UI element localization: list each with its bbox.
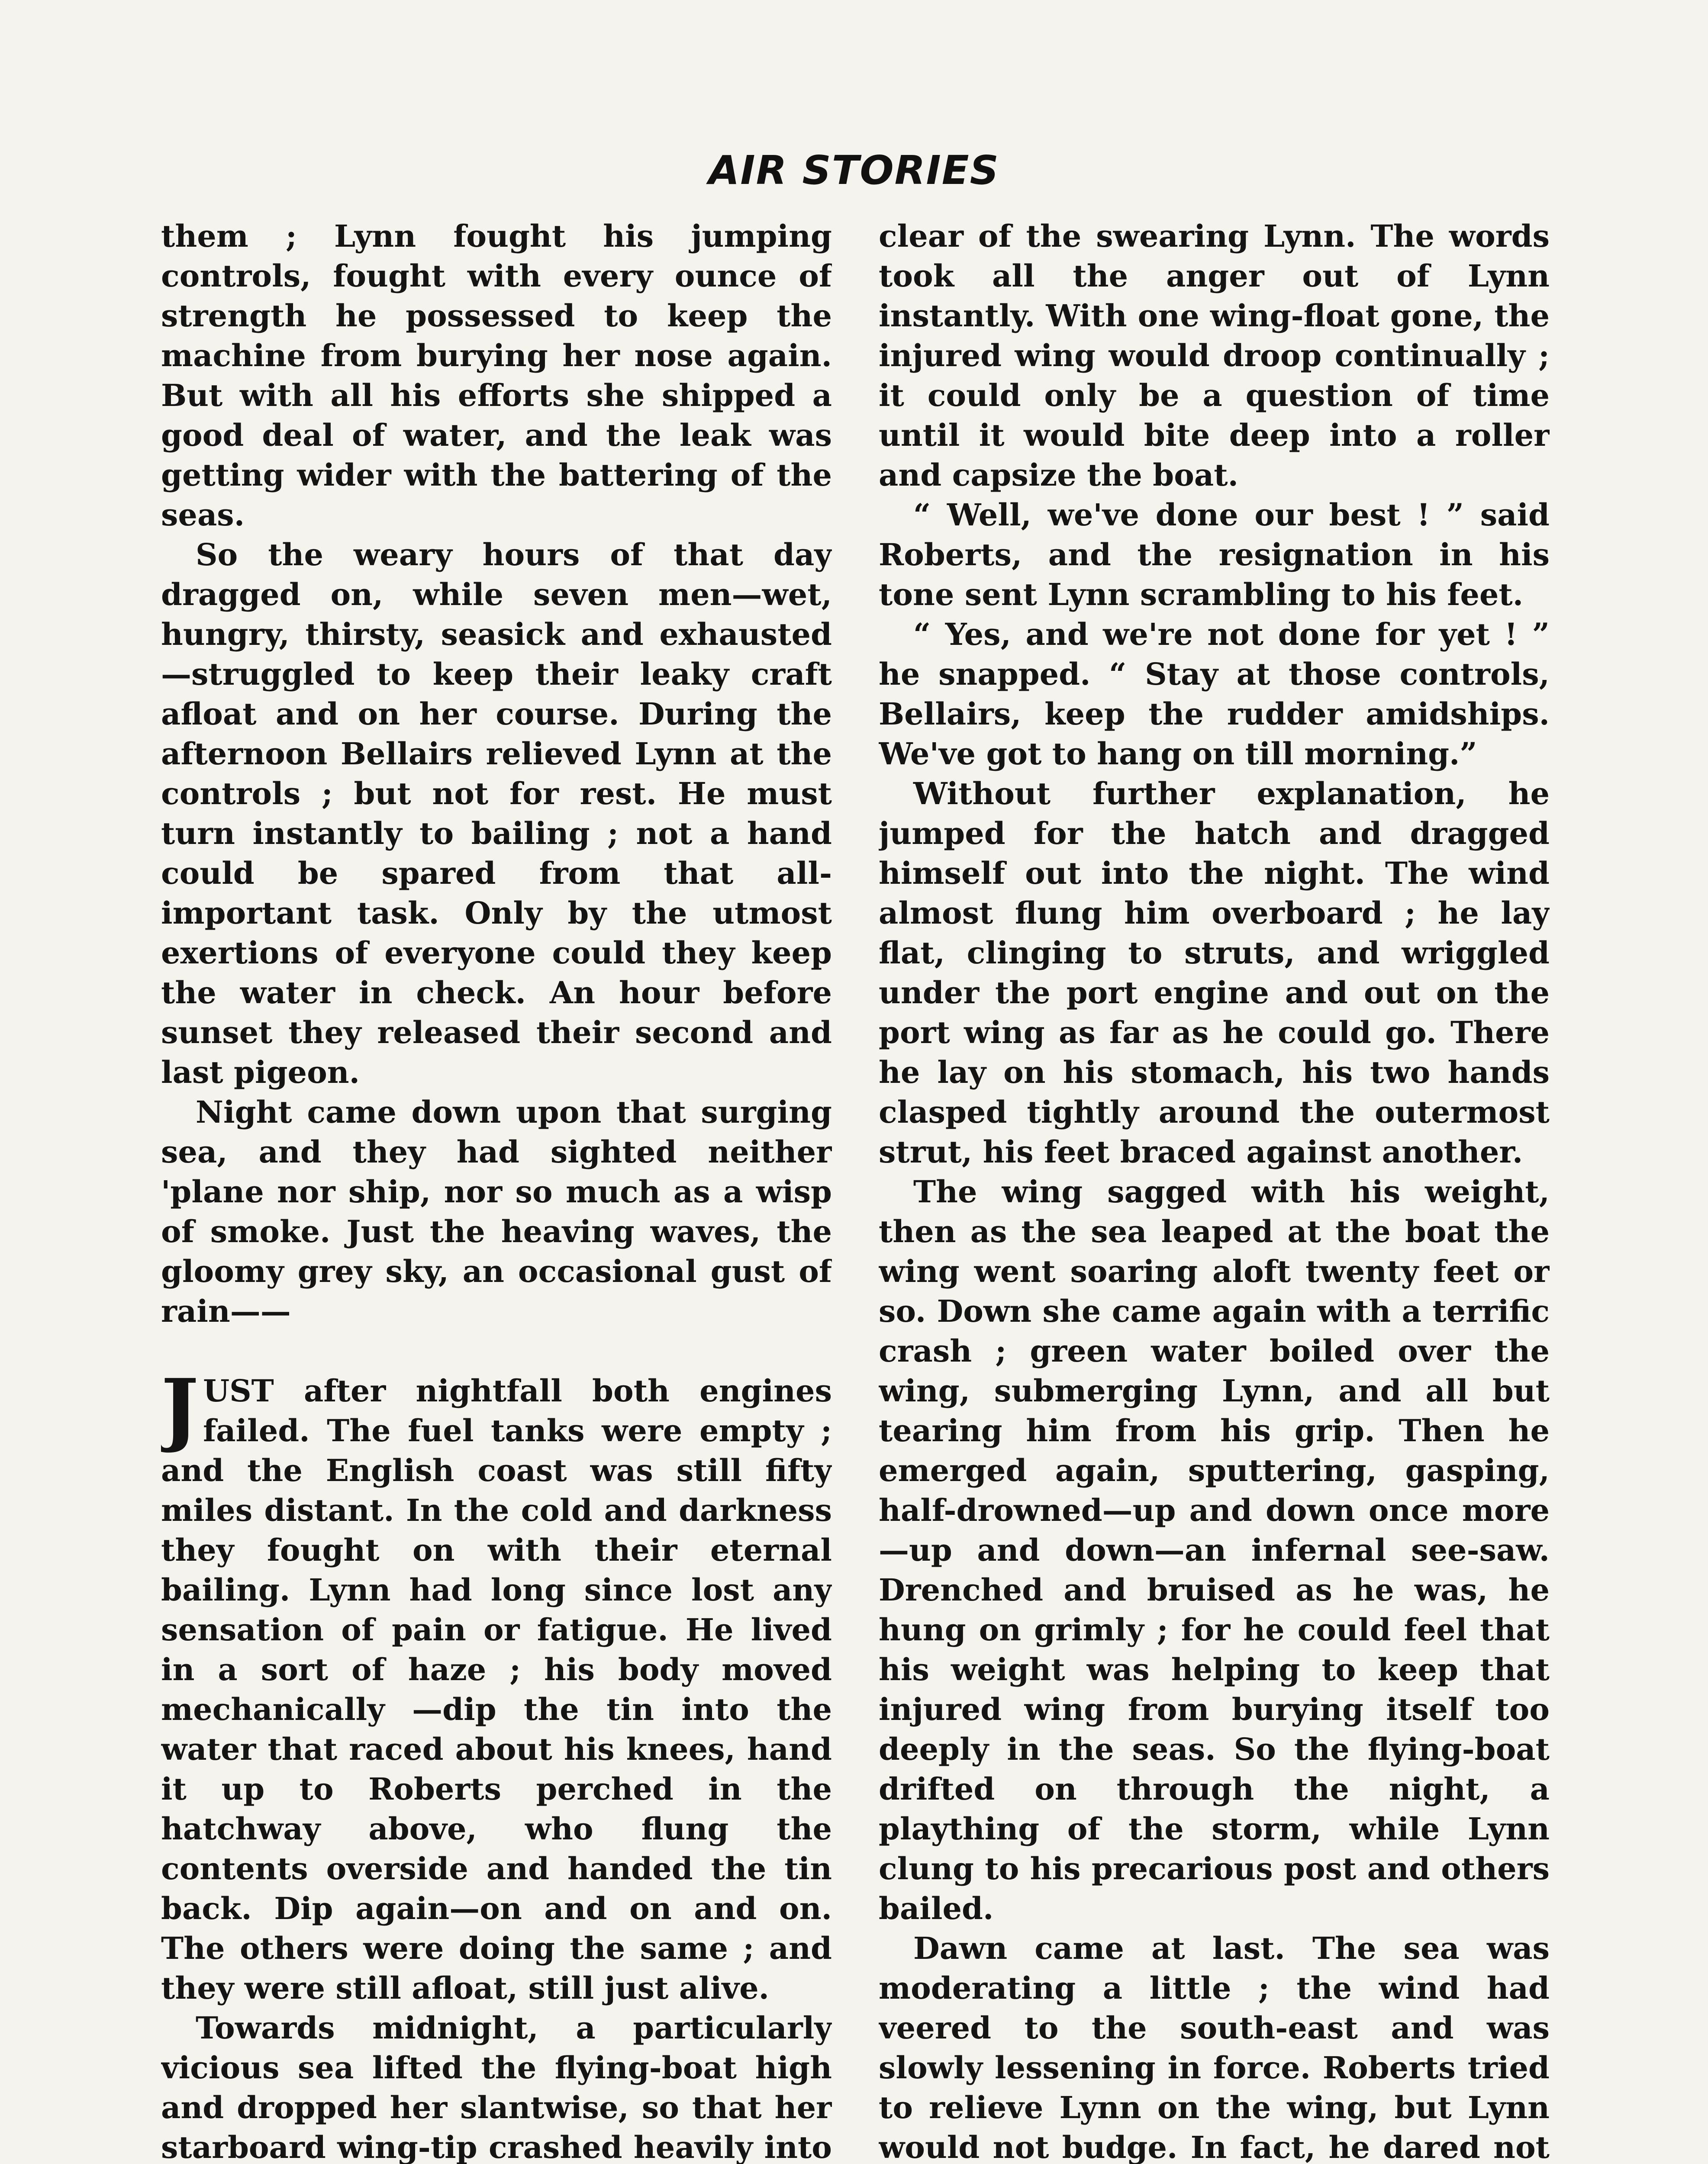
page-header-title: AIR STORIES <box>709 147 999 193</box>
right-column <box>879 216 1550 2164</box>
paragraph-text: UST after nightfall both engines failed. The fuel tanks were empty ; and the English coast was still fifty miles distant. In the cold and darkness they fought on with their eternal bailing. Lynn had long since lost any sensation of pain or fatigue. He lived in a sort of haze ; his body moved mechanically —dip the tin into the water that raced about his knees, hand it up to Roberts perched in the hatchway above, who flung the contents overside and handed the tin back. Dip again—on and on and on. The others were doing the same ; and they were still afloat, still just alive. <box>161 1373 832 2006</box>
paragraph: Towards midnight, a particularly vicious sea lifted the flying-boat high and dropped her slantwise, so that her starboard wing-tip crashed heavily into <box>161 2010 832 2164</box>
paragraph: clear of the swearing Lynn. The words took all the anger out of Lynn instantly. With one wing-float gone, the injured wing would droop continually ; it could only be a question of time until it would bite deep into a roller and capsize the boat. <box>879 218 1550 493</box>
paragraph: Dawn came at last. The sea was moderating a little ; the wind had veered to the south-east and was slowly lessening in force. Roberts tried to relieve Lynn on the wing, but Lynn would not budge. In fact, he dared not <box>879 1930 1550 2164</box>
paragraph: Night came down upon that surging sea, and they had sighted neither 'plane nor ship, nor so much as a wisp of smoke. Just the heaving waves, the gloomy grey sky, an occasional gust of rain—— <box>161 1094 832 1329</box>
paragraph: Without further explanation, he jumped for the hatch and dragged himself out into the night. The wind almost flung him overboard ; he lay flat, clinging to struts, and wriggled under the port engine and out on the port wing as far as he could go. There he lay on his stomach, his two hands clasped tightly around the outermost strut, his feet braced against another. <box>879 776 1550 1170</box>
left-column <box>161 216 832 2164</box>
paragraph: The wing sagged with his weight, then as the sea leaped at the boat the wing went soaring aloft twenty feet or so. Down she came again with a terrific crash ; green water boiled over the wing, submerging Lynn, and all but tearing him from his grip. Then he emerged again, sputtering, gasping, half-drowned—up and down once more —up and down—an infernal see-saw. Drenched and bruised as he was, he hung on grimly ; for he could feel that his weight was helping to keep that injured wing from burying itself too deeply in the seas. So the flying-boat drifted on through the night, a plaything of the storm, while Lynn clung to his precarious post and others bailed. <box>879 1174 1550 1926</box>
paragraph: “ Well, we've done our best ! ” said Roberts, and the resignation in his tone sent Lynn scrambling to his feet. <box>879 497 1550 612</box>
section-paragraph <box>161 1362 832 2008</box>
paragraph: them ; Lynn fought his jumping controls, fought with every ounce of strength he possessed to keep the machine from burying her nose again. But with all his efforts she shipped a good deal of water, and the leak was getting wider with the battering of the seas. <box>161 218 832 533</box>
paragraph: So the weary hours of that day dragged on, while seven men—wet, hungry, thirsty, seasick and exhausted—struggled to keep their leaky craft afloat and on her course. During the afternoon Bellairs relieved Lynn at the controls ; but not for rest. He must turn instantly to bailing ; not a hand could be spared from that all-important task. Only by the utmost exertions of everyone could they keep the water in check. An hour before sunset they released their second and last pigeon. <box>161 537 832 1090</box>
drop-cap: J <box>161 1362 199 1455</box>
paragraph: “ Yes, and we're not done for yet ! ” he snapped. “ Stay at those controls, Bellairs, keep the rudder amidships. We've got to hang on till morning.” <box>879 616 1550 772</box>
